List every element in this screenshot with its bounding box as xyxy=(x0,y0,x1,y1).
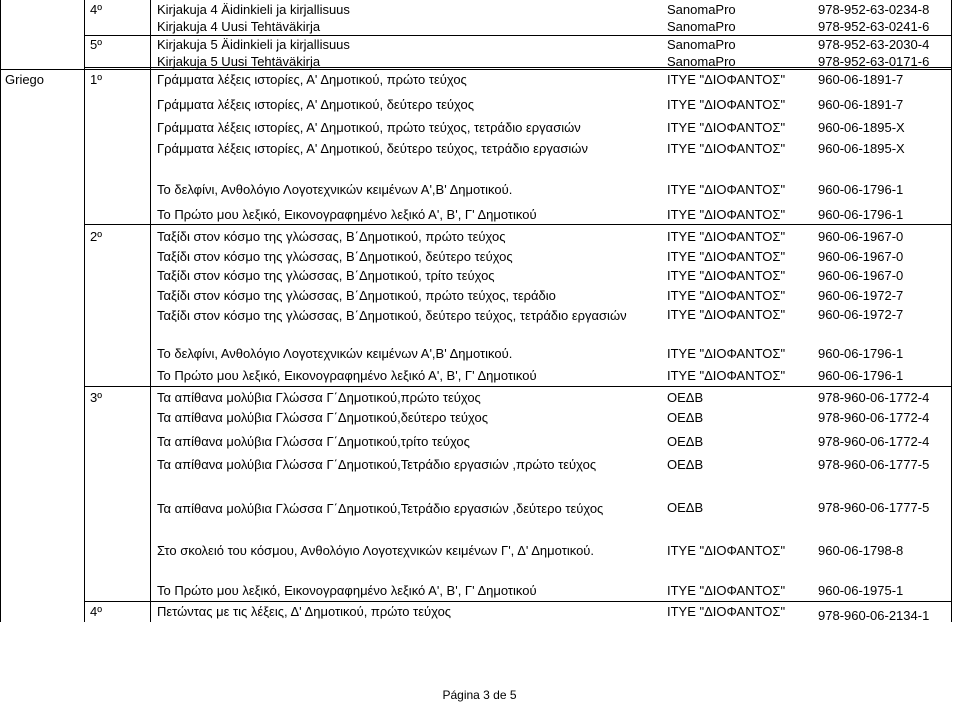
title-cell: Το Πρώτο μου λεξικό, Εικονογραφημένο λεξικό Α', Β', Γ' Δημοτικού xyxy=(157,207,537,222)
isbn-cell: 960-06-1895-X xyxy=(818,141,905,156)
grade-cell: 2º xyxy=(90,229,102,244)
title-cell: Γράμματα λέξεις ιστορίες, Α' Δημοτικού, πρώτο τεύχος, τετράδιο εργασιών xyxy=(157,120,581,135)
publisher-cell: SanomaPro xyxy=(667,2,736,17)
table-row xyxy=(0,541,959,559)
title-cell: Ταξίδι στον κόσμο της γλώσσας, Β΄Δημοτικού, πρώτο τεύχος, τεράδιο xyxy=(157,288,556,303)
publisher-cell: ΙΤΥΕ "ΔΙΟΦΑΝΤΟΣ" xyxy=(667,604,786,619)
isbn-cell: 978-952-63-0241-6 xyxy=(818,19,930,34)
grade-cell: 4º xyxy=(90,2,102,17)
publisher-cell: ΙΤΥΕ "ΔΙΟΦΑΝΤΟΣ" xyxy=(667,249,786,264)
table-row xyxy=(0,498,959,534)
isbn-cell: 978-960-06-2134-1 xyxy=(818,608,930,623)
table-row xyxy=(0,180,959,198)
isbn-cell: 960-06-1975-1 xyxy=(818,583,904,598)
table-row xyxy=(0,139,959,157)
isbn-cell: 960-06-1891-7 xyxy=(818,97,904,112)
table-row xyxy=(0,52,959,70)
publisher-cell: ΙΤΥΕ "ΔΙΟΦΑΝΤΟΣ" xyxy=(667,72,786,87)
publisher-cell: SanomaPro xyxy=(667,37,736,52)
isbn-cell: 960-06-1891-7 xyxy=(818,72,904,87)
title-cell: Kirjakuja 5 Äidinkieli ja kirjallisuus xyxy=(157,37,350,52)
title-cell: Ταξίδι στον κόσμο της γλώσσας, Β΄Δημοτικού, δεύτερο τεύχος xyxy=(157,249,513,264)
publisher-cell: ΙΤΥΕ "ΔΙΟΦΑΝΤΟΣ" xyxy=(667,307,786,322)
isbn-cell: 978-952-63-0234-8 xyxy=(818,2,930,17)
title-cell: Το δελφίνι, Ανθολόγιο Λογοτεχνικών κειμένων Α',Β' Δημοτικού. xyxy=(157,346,513,361)
grade-cell: 5º xyxy=(90,37,102,52)
publisher-cell: ΙΤΥΕ "ΔΙΟΦΑΝΤΟΣ" xyxy=(667,268,786,283)
table-row xyxy=(0,286,959,304)
table-row xyxy=(0,118,959,136)
isbn-cell: 960-06-1967-0 xyxy=(818,229,904,244)
title-cell: Kirjakuja 5 Uusi Tehtäväkirja xyxy=(157,54,321,69)
table-row xyxy=(0,432,959,450)
isbn-cell: 978-960-06-1777-5 xyxy=(818,457,930,472)
title-cell: Kirjakuja 4 Äidinkieli ja kirjallisuus xyxy=(157,2,350,17)
isbn-cell: 978-960-06-1772-4 xyxy=(818,390,930,405)
isbn-cell: 978-952-63-0171-6 xyxy=(818,54,930,69)
isbn-cell: 960-06-1796-1 xyxy=(818,182,904,197)
publisher-cell: ΟΕΔΒ xyxy=(667,457,704,472)
isbn-cell: 978-952-63-2030-4 xyxy=(818,37,930,52)
publisher-cell: ΙΤΥΕ "ΔΙΟΦΑΝΤΟΣ" xyxy=(667,346,786,361)
title-cell: Τα απίθανα μολύβια Γλώσσα Γ΄Δημοτικού,τρίτο τεύχος xyxy=(157,434,470,449)
isbn-cell: 960-06-1895-X xyxy=(818,120,905,135)
isbn-cell: 960-06-1796-1 xyxy=(818,207,904,222)
table-row xyxy=(0,95,959,113)
title-cell: Ταξίδι στον κόσμο της γλώσσας, Β΄Δημοτικού, τρίτο τεύχος xyxy=(157,268,495,283)
publisher-cell: ΙΤΥΕ "ΔΙΟΦΑΝΤΟΣ" xyxy=(667,207,786,222)
title-cell: Τα απίθανα μολύβια Γλώσσα Γ΄Δημοτικού,πρώτο τεύχος xyxy=(157,390,481,405)
table-row xyxy=(0,388,959,406)
publisher-cell: ΙΤΥΕ "ΔΙΟΦΑΝΤΟΣ" xyxy=(667,141,786,156)
title-cell: Τα απίθανα μολύβια Γλώσσα Γ΄Δημοτικού,δεύτερο τεύχος xyxy=(157,410,489,425)
publisher-cell: ΙΤΥΕ "ΔΙΟΦΑΝΤΟΣ" xyxy=(667,288,786,303)
title-cell: Τα απίθανα μολύβια Γλώσσα Γ΄Δημοτικού,Τετράδιο εργασιών ,δεύτερο τεύχος xyxy=(157,501,604,516)
title-cell: Τα απίθανα μολύβια Γλώσσα Γ΄Δημοτικού,Τετράδιο εργασιών ,πρώτο τεύχος xyxy=(157,457,597,472)
title-cell: Το Πρώτο μου λεξικό, Εικονογραφημένο λεξικό Α', Β', Γ' Δημοτικού xyxy=(157,368,537,383)
table-row xyxy=(0,455,959,473)
publisher-cell: ΟΕΔΒ xyxy=(667,410,704,425)
isbn-cell: 960-06-1796-1 xyxy=(818,368,904,383)
row-divider xyxy=(84,386,951,387)
publisher-cell: ΟΕΔΒ xyxy=(667,390,704,405)
isbn-cell: 978-960-06-1772-4 xyxy=(818,434,930,449)
table-row xyxy=(0,344,959,362)
language-cell: Griego xyxy=(5,72,45,87)
title-cell: Το δελφίνι, Ανθολόγιο Λογοτεχνικών κειμένων Α',Β' Δημοτικού. xyxy=(157,182,513,197)
grade-cell: 3º xyxy=(90,390,102,405)
title-cell: Kirjakuja 4 Uusi Tehtäväkirja xyxy=(157,19,321,34)
grade-cell: 4º xyxy=(90,604,102,619)
publisher-cell: SanomaPro xyxy=(667,19,736,34)
publisher-cell: ΙΤΥΕ "ΔΙΟΦΑΝΤΟΣ" xyxy=(667,182,786,197)
table-row xyxy=(0,408,959,426)
table-row xyxy=(0,266,959,284)
table-row xyxy=(0,581,959,599)
title-cell: Πετώντας με τις λέξεις, Δ' Δημοτικού, πρώτο τεύχος xyxy=(157,604,452,619)
title-cell: Στο σκολειό του κόσμου, Ανθολόγιο Λογοτεχνικών κειμένων Γ', Δ' Δημοτικού. xyxy=(157,543,595,558)
table-row xyxy=(0,70,959,88)
title-cell: Ταξίδι στον κόσμο της γλώσσας, Β΄Δημοτικού, πρώτο τεύχος xyxy=(157,229,506,244)
table-row xyxy=(0,17,959,35)
title-cell: Γράμματα λέξεις ιστορίες, Α' Δημοτικού, δεύτερο τεύχος xyxy=(157,97,475,112)
isbn-cell: 960-06-1796-1 xyxy=(818,346,904,361)
title-cell: Το Πρώτο μου λεξικό, Εικονογραφημένο λεξικό Α', Β', Γ' Δημοτικού xyxy=(157,583,537,598)
publisher-cell: ΟΕΔΒ xyxy=(667,434,704,449)
publisher-cell: ΙΤΥΕ "ΔΙΟΦΑΝΤΟΣ" xyxy=(667,583,786,598)
publisher-cell: SanomaPro xyxy=(667,54,736,69)
isbn-cell: 960-06-1972-7 xyxy=(818,288,904,303)
isbn-cell: 960-06-1967-0 xyxy=(818,249,904,264)
table-row xyxy=(0,227,959,245)
publisher-cell: ΟΕΔΒ xyxy=(667,500,704,515)
publisher-cell: ΙΤΥΕ "ΔΙΟΦΑΝΤΟΣ" xyxy=(667,368,786,383)
table-row xyxy=(0,205,959,223)
table-row xyxy=(0,305,959,341)
table-row xyxy=(0,35,959,53)
isbn-cell: 960-06-1798-8 xyxy=(818,543,904,558)
isbn-cell: 978-960-06-1772-4 xyxy=(818,410,930,425)
row-divider xyxy=(84,224,951,225)
grade-cell: 1º xyxy=(90,72,102,87)
title-cell: Ταξίδι στον κόσμο της γλώσσας, Β΄Δημοτικού, δεύτερο τεύχος, τετράδιο εργασιών xyxy=(157,308,627,323)
publisher-cell: ΙΤΥΕ "ΔΙΟΦΑΝΤΟΣ" xyxy=(667,229,786,244)
publisher-cell: ΙΤΥΕ "ΔΙΟΦΑΝΤΟΣ" xyxy=(667,97,786,112)
table-row xyxy=(0,366,959,384)
table-row xyxy=(0,602,959,623)
title-cell: Γράμματα λέξεις ιστορίες, Α' Δημοτικού, πρώτο τεύχος xyxy=(157,72,467,87)
table-row xyxy=(0,247,959,265)
publisher-cell: ΙΤΥΕ "ΔΙΟΦΑΝΤΟΣ" xyxy=(667,543,786,558)
title-cell: Γράμματα λέξεις ιστορίες, Α' Δημοτικού, δεύτερο τεύχος, τετράδιο εργασιών xyxy=(157,141,588,156)
isbn-cell: 960-06-1972-7 xyxy=(818,307,904,322)
isbn-cell: 978-960-06-1777-5 xyxy=(818,500,930,515)
isbn-cell: 960-06-1967-0 xyxy=(818,268,904,283)
table-row xyxy=(0,0,959,18)
page-number: Página 3 de 5 xyxy=(442,688,517,702)
publisher-cell: ΙΤΥΕ "ΔΙΟΦΑΝΤΟΣ" xyxy=(667,120,786,135)
